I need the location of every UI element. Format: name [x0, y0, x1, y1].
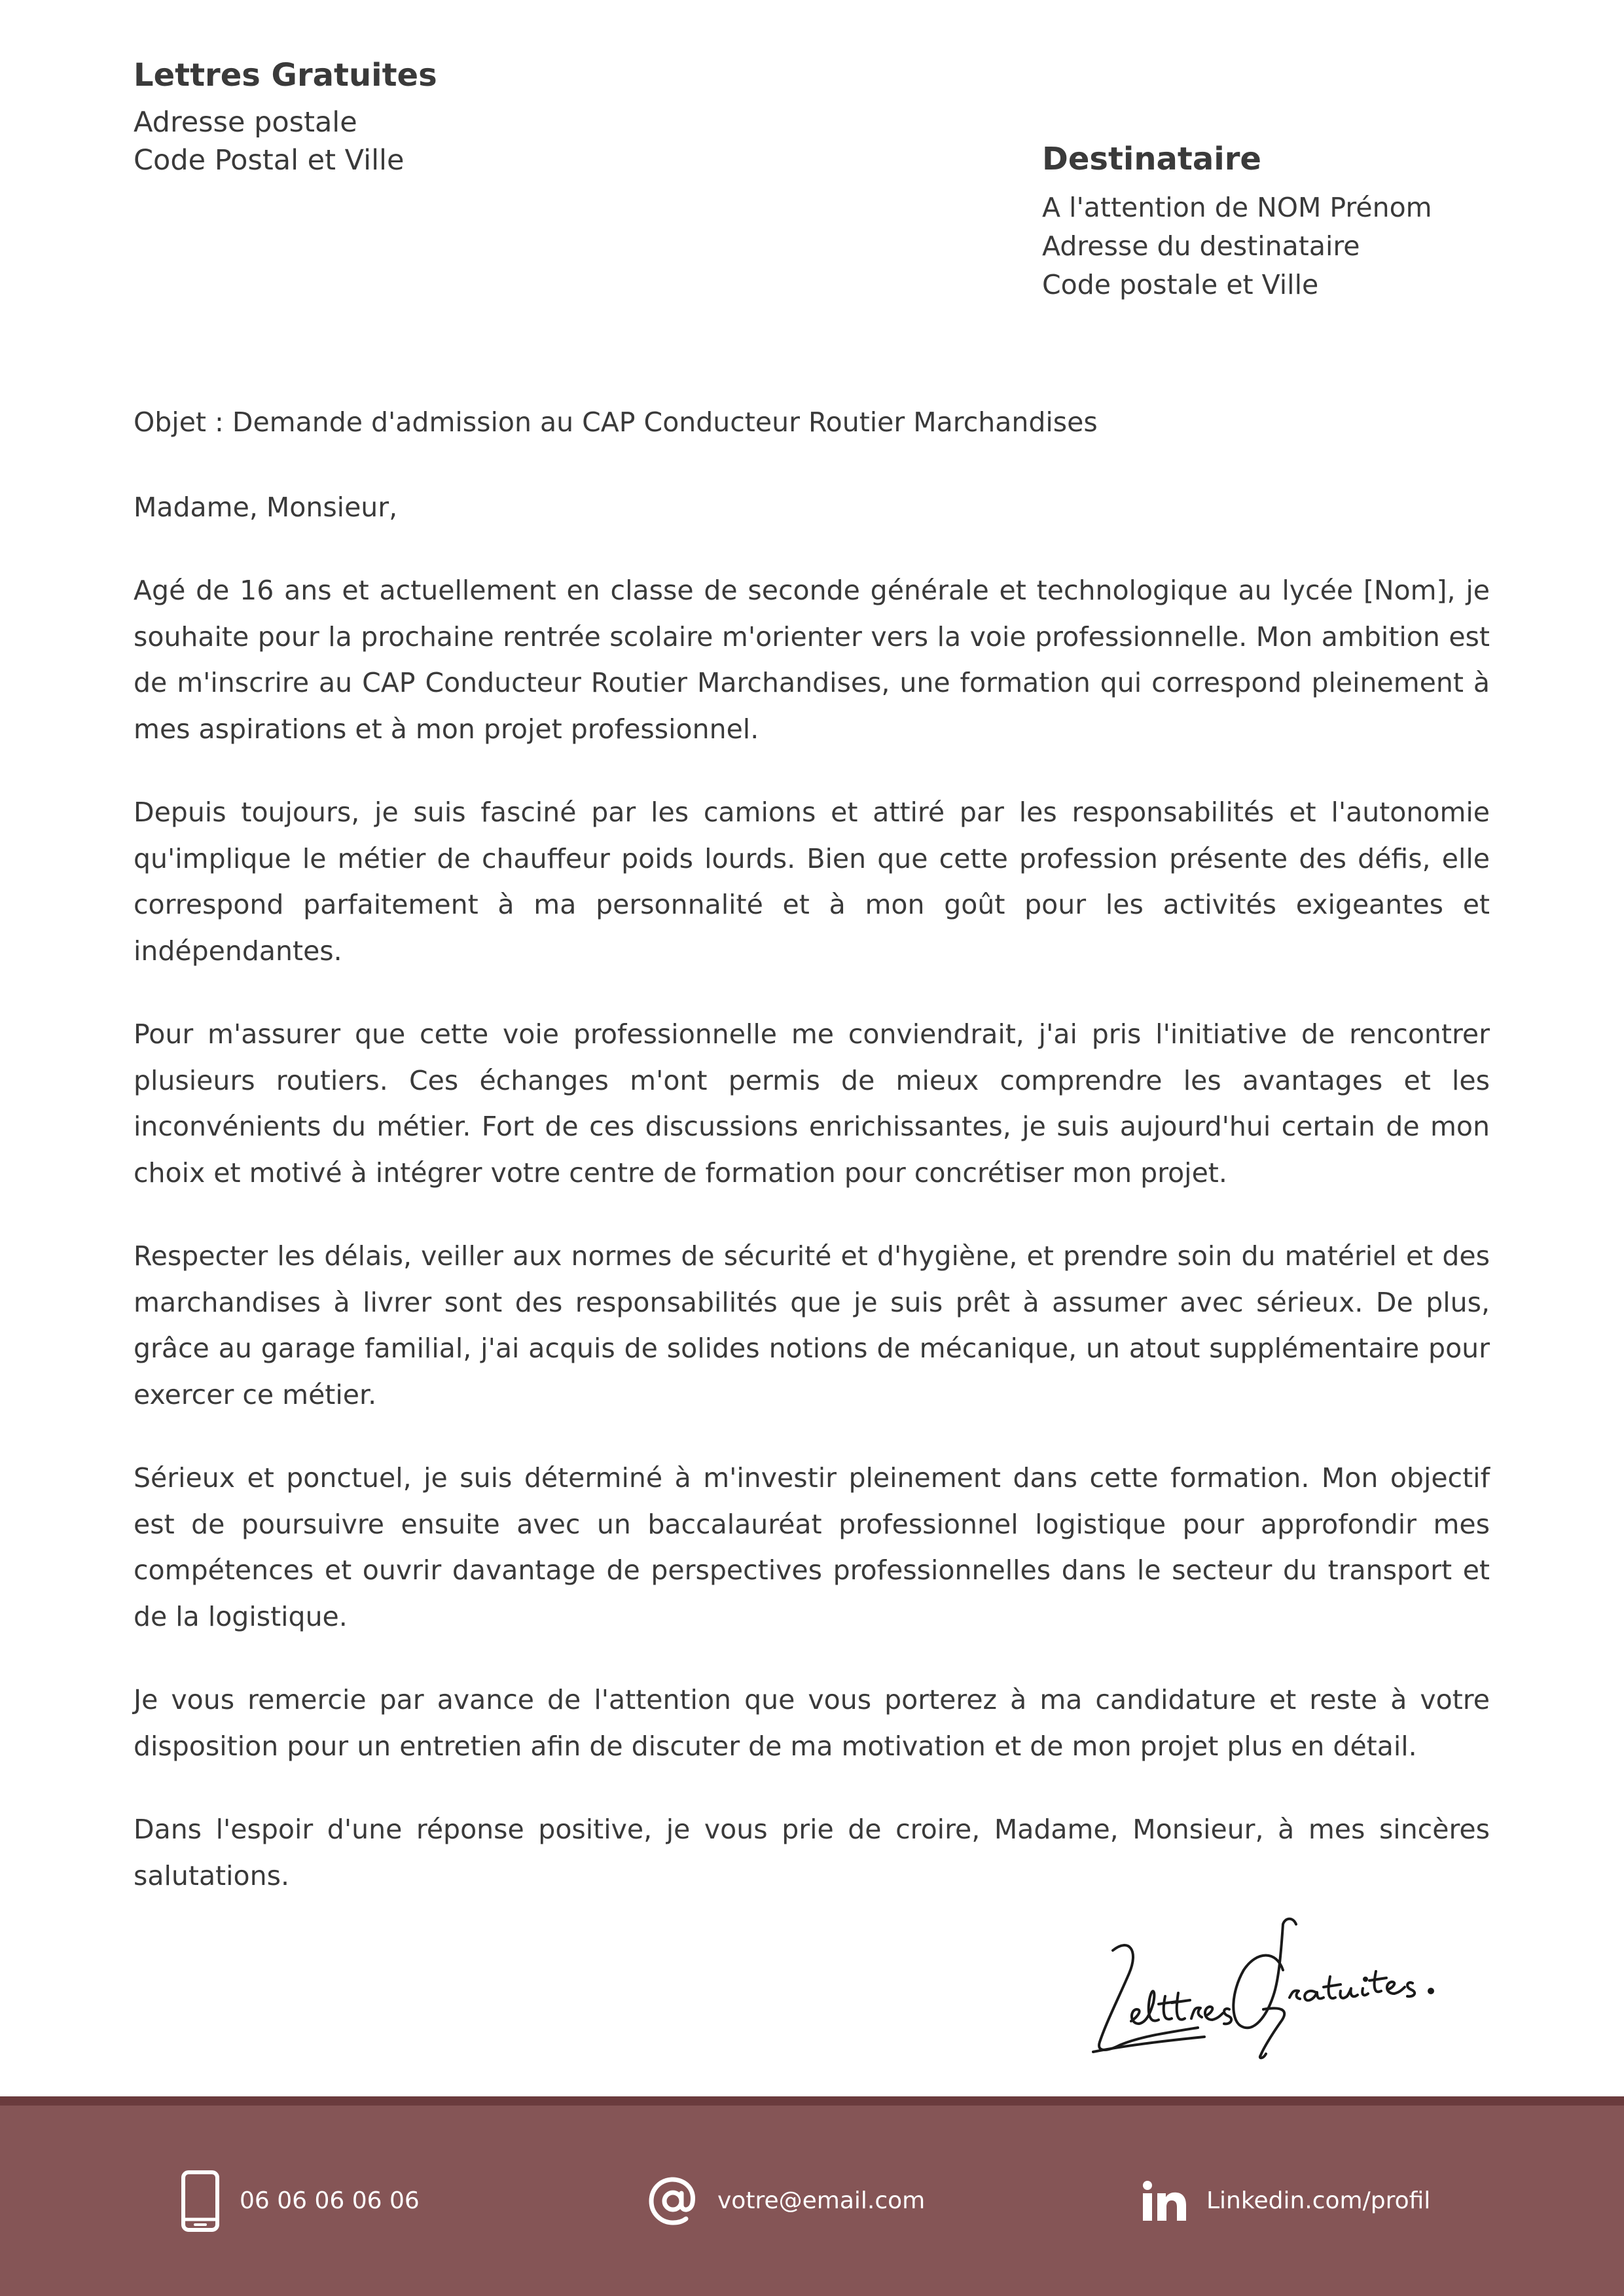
contact-linkedin-label: Linkedin.com/profil [1206, 2187, 1431, 2214]
letter-paragraph: Dans l'espoir d'une réponse positive, je vous prie de croire, Madame, Monsieur, à mes sincères salutations. [134, 1814, 1490, 1892]
contact-email[interactable] [648, 2106, 925, 2296]
letter-paragraph: Depuis toujours, je suis fasciné par les camions et attiré par les responsabilités et l'autonomie qu'implique le métier de chauffeur poids lourds. Bien que cette profession présente des défis, elle correspond parfaitement à ma personnalité et à mon goût pour les activités exigeantes et indépendantes. [134, 797, 1490, 967]
recipient-title: Destinataire [1042, 141, 1261, 177]
smartphone-icon [181, 2170, 220, 2233]
recipient-block [1042, 135, 1566, 304]
letter-paragraph: Pour m'assurer que cette voie professionnelle me conviendrait, j'ai pris l'initiative de rencontrer plusieurs routiers. Ces échanges m'ont permis de mieux comprendre les avantages et les inconvénients du métier. Fort de ces discussions enrichissantes, je suis aujourd'hui certain de mon choix et motivé à intégrer votre centre de formation pour concrétiser mon projet. [134, 1018, 1490, 1189]
recipient-attention: A l'attention de NOM Prénom [1042, 192, 1432, 223]
contact-footer [0, 2096, 1624, 2296]
sender-name: Lettres Gratuites [134, 57, 437, 94]
letter-body [134, 399, 1490, 1936]
sender-address: Adresse postale [134, 106, 357, 139]
linkedin-icon [1142, 2181, 1187, 2221]
letter-paragraph: Je vous remercie par avance de l'attention que vous porterez à ma candidature et reste à votre disposition pour un entretien afin de discuter de ma motivation et de mon projet plus en détail. [134, 1684, 1490, 1762]
sender-city: Code Postal et Ville [134, 144, 405, 177]
sender-block [134, 51, 723, 179]
contact-phone-label: 06 06 06 06 06 [240, 2187, 420, 2214]
contact-phone[interactable] [181, 2106, 420, 2296]
letter-subject: Objet : Demande d'admission au CAP Conducteur Routier Marchandises [134, 406, 1098, 438]
at-sign-icon [648, 2176, 698, 2226]
letter-paragraph: Respecter les délais, veiller aux normes de sécurité et d'hygiène, et prendre soin du matériel et des marchandises à livrer sont des responsabilités que je suis prêt à assumer avec sérieux. De plus, grâce au garage familial, j'ai acquis de solides notions de mécanique, un atout supplémentaire pour exercer ce métier. [134, 1240, 1490, 1410]
contact-email-label: votre@email.com [717, 2187, 926, 2214]
letter-paragraph: Sérieux et ponctuel, je suis déterminé à m'investir pleinement dans cette formation. Mon objectif est de poursuivre ensuite avec un baccalauréat professionnel logistique pour approfondir mes compétences et ouvrir davantage de perspectives professionnelles dans le secteur du transport et de la logistique. [134, 1462, 1490, 1632]
recipient-address: Adresse du destinataire [1042, 230, 1360, 262]
letter-paragraph: Agé de 16 ans et actuellement en classe de seconde générale et technologique au lycée [Nom], je souhaite pour la prochaine rentrée scolaire m'orienter vers la voie professionnelle. Mon ambition est de m'inscrire au CAP Conducteur Routier Marchandises, une formation qui correspond pleinement à mes aspirations et à mon projet professionnel. [134, 575, 1490, 745]
contact-linkedin[interactable] [1142, 2106, 1430, 2296]
signature-image [1067, 1911, 1473, 2075]
letter-salutation: Madame, Monsieur, [134, 492, 398, 523]
recipient-city: Code postale et Ville [1042, 269, 1319, 300]
